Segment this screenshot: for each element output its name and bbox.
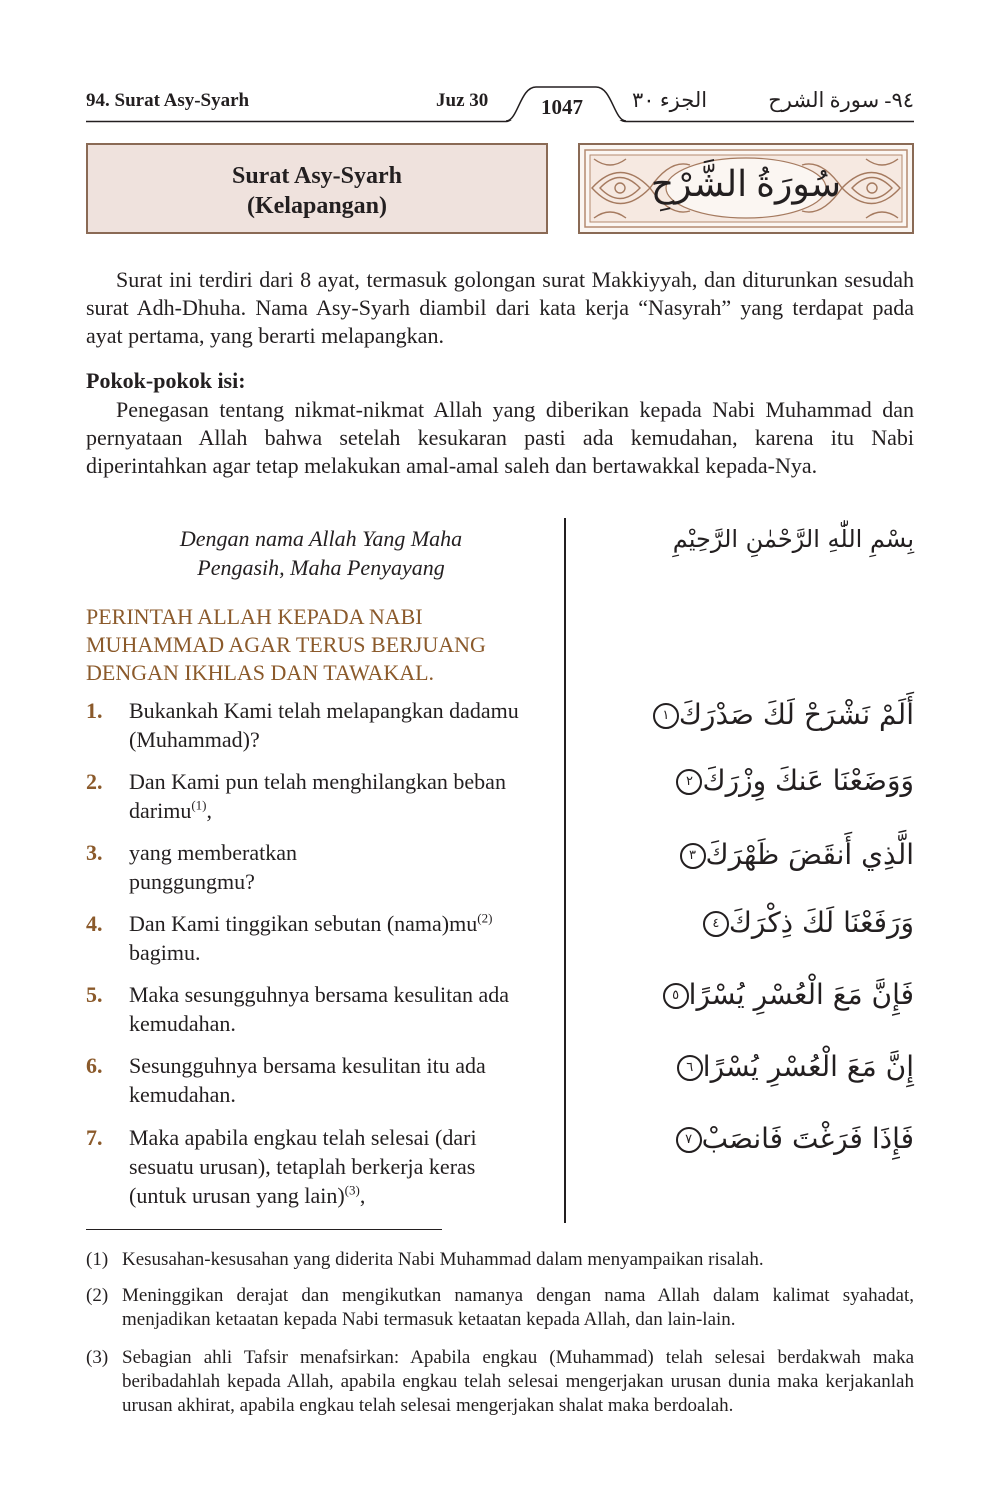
ayah-number-marker: ٧: [676, 1127, 702, 1153]
footnote: [86, 1248, 914, 1272]
verse-text: Sesungguhnya bersama kesulitan itu ada kemudahan.: [129, 1053, 486, 1107]
verse-text: Maka sesungguhnya bersama kesulitan ada kemudahan.: [129, 982, 509, 1036]
verse-translation: [86, 767, 556, 825]
verse-arabic: إِنَّ مَعَ الْعُسْرِ يُسْرًا٦: [594, 1050, 914, 1084]
verse-number: 3.: [86, 840, 103, 865]
footnote-rule: [86, 1229, 442, 1230]
verse-translation: [86, 696, 556, 754]
basmala-line-1: Dengan nama Allah Yang Maha: [179, 526, 463, 551]
footnote: [86, 1346, 914, 1418]
footnote-ref: (3): [344, 1182, 360, 1198]
page-number: 1047: [541, 95, 583, 119]
footnote-ref: (1): [191, 797, 207, 813]
ayah-number-marker: ٦: [677, 1055, 703, 1081]
header-juz: Juz 30: [436, 90, 489, 111]
verse-translation: [86, 1051, 556, 1109]
header-surah-name: 94. Surat Asy-Syarh: [86, 90, 250, 111]
verse-arabic: وَوَضَعْنَا عَنكَ وِزْرَكَ٢: [594, 764, 914, 798]
page-number-tab: [506, 84, 626, 124]
ornament-title-box: [578, 143, 914, 234]
section-heading-line-3: DENGAN IKHLAS DAN TAWAKAL.: [86, 660, 435, 685]
verse-arabic: فَإِنَّ مَعَ الْعُسْرِ يُسْرًا٥: [594, 978, 914, 1012]
verse-text: Bukankah Kami telah melapangkan dadamu (Muhammad)?: [129, 698, 519, 752]
verse-number: 5.: [86, 982, 103, 1007]
surah-title-arabic: سُورَةُ الشَّرْحِ: [650, 164, 842, 204]
basmala-translation: [86, 524, 556, 582]
surah-introduction: Surat ini terdiri dari 8 ayat, termasuk golongan surat Makkiyyah, dan diturunkan sesudah surat Adh-Dhuha. Nama Asy-Syarh diambil dari kata kerja “Nasyrah” yang terdapat pada ayat pertama, yang berarti melapangkan.: [86, 267, 914, 348]
surah-meaning: (Kelapangan): [246, 193, 387, 219]
section-heading-line-2: MUHAMMAD AGAR TERUS BERJUANG: [86, 632, 486, 657]
verse-text: Maka apabila engkau telah selesai (dari sesuatu urusan), tetaplah berkerja keras (untuk urusan yang lain)$^{(3)}$,: [129, 1125, 477, 1208]
ayah-number-marker: ٤: [703, 911, 729, 937]
verse-number: 4.: [86, 911, 103, 936]
verse-number: 6.: [86, 1053, 103, 1078]
basmala-arabic: بِسْمِ اللّٰهِ الرَّحْمٰنِ الرَّحِيْمِ: [672, 525, 914, 553]
ayah-number-marker: ٥: [663, 983, 689, 1009]
verse-translation: [86, 1123, 556, 1210]
footnote-text: Kesusahan-kesusahan yang diderita Nabi Muhammad dalam menyampaikan risalah.: [122, 1249, 764, 1270]
surah-title-box: [86, 143, 548, 234]
verse-text: Dan Kami tinggikan sebutan $(nama)mu^{(2)}$ bagimu.: [129, 910, 493, 965]
footnote-number: (1): [86, 1249, 109, 1270]
verse-arabic: فَإِذَا فَرَغْتَ فَانصَبْ٧: [594, 1122, 914, 1156]
footnote-number: (2): [86, 1285, 109, 1306]
pokok-heading: Pokok-pokok isi:: [86, 368, 246, 393]
basmala-line-2: Pengasih, Maha Penyayang: [197, 555, 445, 580]
verse-translation: [86, 838, 556, 896]
verse-number: 1.: [86, 698, 103, 723]
verse-text: Dan Kami pun telah menghilangkan beban darimu$^{(1)}$,: [129, 769, 506, 823]
column-divider: [564, 518, 566, 1223]
footnote-number: (3): [86, 1347, 109, 1368]
footnote-ref: (2): [477, 910, 493, 926]
header-surah-arabic: ٩٤- سورة الشرح: [768, 88, 914, 112]
section-heading: [86, 603, 556, 687]
pokok-text: Penegasan tentang nikmat-nikmat Allah yang diberikan kepada Nabi Muhammad dan pernyataan Allah bahwa setelah kesukaran pasti ada kemudahan, karena itu Nabi diperintahkan agar tetap melakukan amal-amal saleh dan bertawakkal kepada-Nya.: [86, 397, 914, 478]
verse-translation: [86, 909, 556, 967]
verse-arabic: أَلَمْ نَشْرَحْ لَكَ صَدْرَكَ١: [594, 698, 914, 732]
header-juz-arabic: الجزء ٣٠: [632, 88, 708, 112]
ayah-number-marker: ٢: [676, 769, 702, 795]
footnote: [86, 1284, 914, 1332]
verse-number: 2.: [86, 769, 103, 794]
verse-text: yang memberatkan punggungmu?: [129, 840, 297, 894]
section-heading-line-1: PERINTAH ALLAH KEPADA NABI: [86, 604, 423, 629]
ayah-number-marker: ١: [653, 703, 679, 729]
footnote-text: Sebagian ahli Tafsir menafsirkan: Apabila engkau (Muhammad) telah selesai berdakwah maka beribadahlah kepada Allah, apabila engkau telah selesai mengerjakan urusan dunia maka kerjakanlah urusan akhirat, apabila engkau telah selesai mengerjakan shalat maka berdoalah.: [122, 1347, 914, 1416]
ayah-number-marker: ٣: [680, 843, 706, 869]
surah-title: Surat Asy-Syarh: [231, 163, 403, 189]
verse-number: 7.: [86, 1125, 103, 1150]
verse-translation: [86, 980, 556, 1038]
verse-arabic: وَرَفَعْنَا لَكَ ذِكْرَكَ٤: [594, 906, 914, 940]
footnote-text: Meninggikan derajat dan mengikutkan namanya dengan nama Allah dalam kalimat syahadat, menjadikan ketaatan kepada Nabi termasuk ketaatan kepada Allah, dan lain-lain.: [122, 1285, 914, 1330]
verse-arabic: الَّذِي أَنقَضَ ظَهْرَكَ٣: [594, 838, 914, 872]
